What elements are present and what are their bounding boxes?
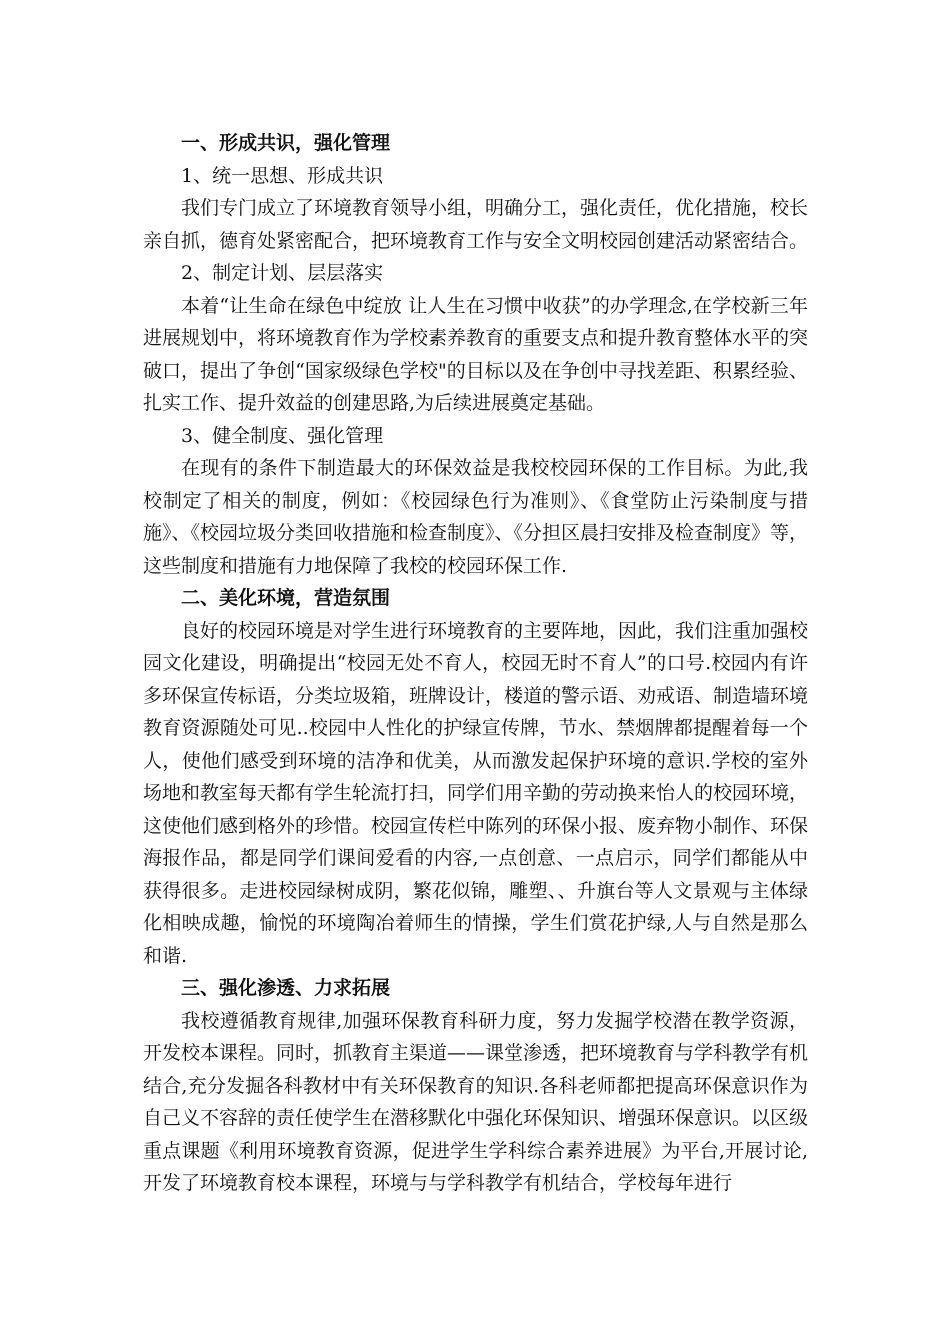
section-heading-2: 二、美化环境，营造氛围 (181, 587, 391, 609)
section-heading-1: 一、形成共识，强化管理 (181, 132, 391, 154)
body-paragraph-1: 我们专门成立了环境教育领导小组，明确分工，强化责任，优化措施，校长亲自抓，德育处紧密配合，把环境教育工作与安全文明校园创建活动紧密结合。 (143, 197, 809, 252)
subheading-1-1: 1、统一思想、形成共识 (181, 164, 384, 187)
subheading-1-3: 3、健全制度、强化管理 (181, 424, 384, 447)
body-paragraph-2: 本着“让生命在绿色中绽放 让人生在习惯中收获”的办学理念,在学校新三年进展规划中，将环境教育作为学校素养教育的重要支点和提升教育整体水平的突破口，提出了争创“国家级绿色学校"的目标以及在争创中寻找差距、积累经验、扎实工作、提升效益的创建思路,为后续进展奠定基础。 (143, 294, 809, 414)
section-heading-3: 三、强化渗透、力求拓展 (181, 977, 391, 999)
subheading-1-2: 2、制定计划、层层落实 (181, 262, 384, 284)
body-paragraph-3: 在现有的条件下制造最大的环保效益是我校校园环保的工作目标。为此,我校制定了相关的制度，例如：《校园绿色行为准则》、《食堂防止污染制度与措施》、《校园垃圾分类回收措施和检查制度》、《分担区晨扫安排及检查制度》等，这些制度和措施有力地保障了我校的校园环保工作. (143, 457, 809, 577)
body-paragraph-5: 我校遵循教育规律,加强环保教育科研力度，努力发掘学校潜在教学资源，开发校本课程。同时，抓教育主渠道——课堂渗透，把环境教育与学科教学有机结合,充分发掘各科教材中有关环保教育的知识.各科老师都把提高环保意识作为自己义不容辞的责任使学生在潜移默化中强化环保知识、增强环保意识。以区级重点课题《利用环境教育资源，促进学生学科综合素养进展》为平台,开展讨论,开发了环境教育校本课程，环境与与学科教学有机结合，学校每年进行 (143, 1009, 809, 1194)
body-paragraph-4: 良好的校园环境是对学生进行环境教育的主要阵地，因此，我们注重加强校园文化建设，明确提出“校园无处不育人，校园无时不育人”的口号.校园内有许多环保宣传标语，分类垃圾箱，班牌设计，楼道的警示语、劝戒语、制造墙环境教育资源随处可见..校园中人性化的护绿宣传牌，节水、禁烟牌都提醒着每一个人，使他们感受到环境的洁净和优美，从而激发起保护环境的意识.学校的室外场地和教室每天都有学生轮流打扫，同学们用辛勤的劳动换来怡人的校园环境，这使他们感到格外的珍惜。校园宣传栏中陈列的环保小报、废弃物小制作、环保海报作品，都是同学们课间爱看的内容,一点创意、一点启示，同学们都能从中获得很多。走进校园绿树成阴，繁花似锦，雕塑、、升旗台等人文景观与主体绿化相映成趣，愉悦的环境陶冶着师生的情操，学生们赏花护绿,人与自然是那么和谐. (143, 619, 809, 967)
document-body (143, 127, 808, 1200)
